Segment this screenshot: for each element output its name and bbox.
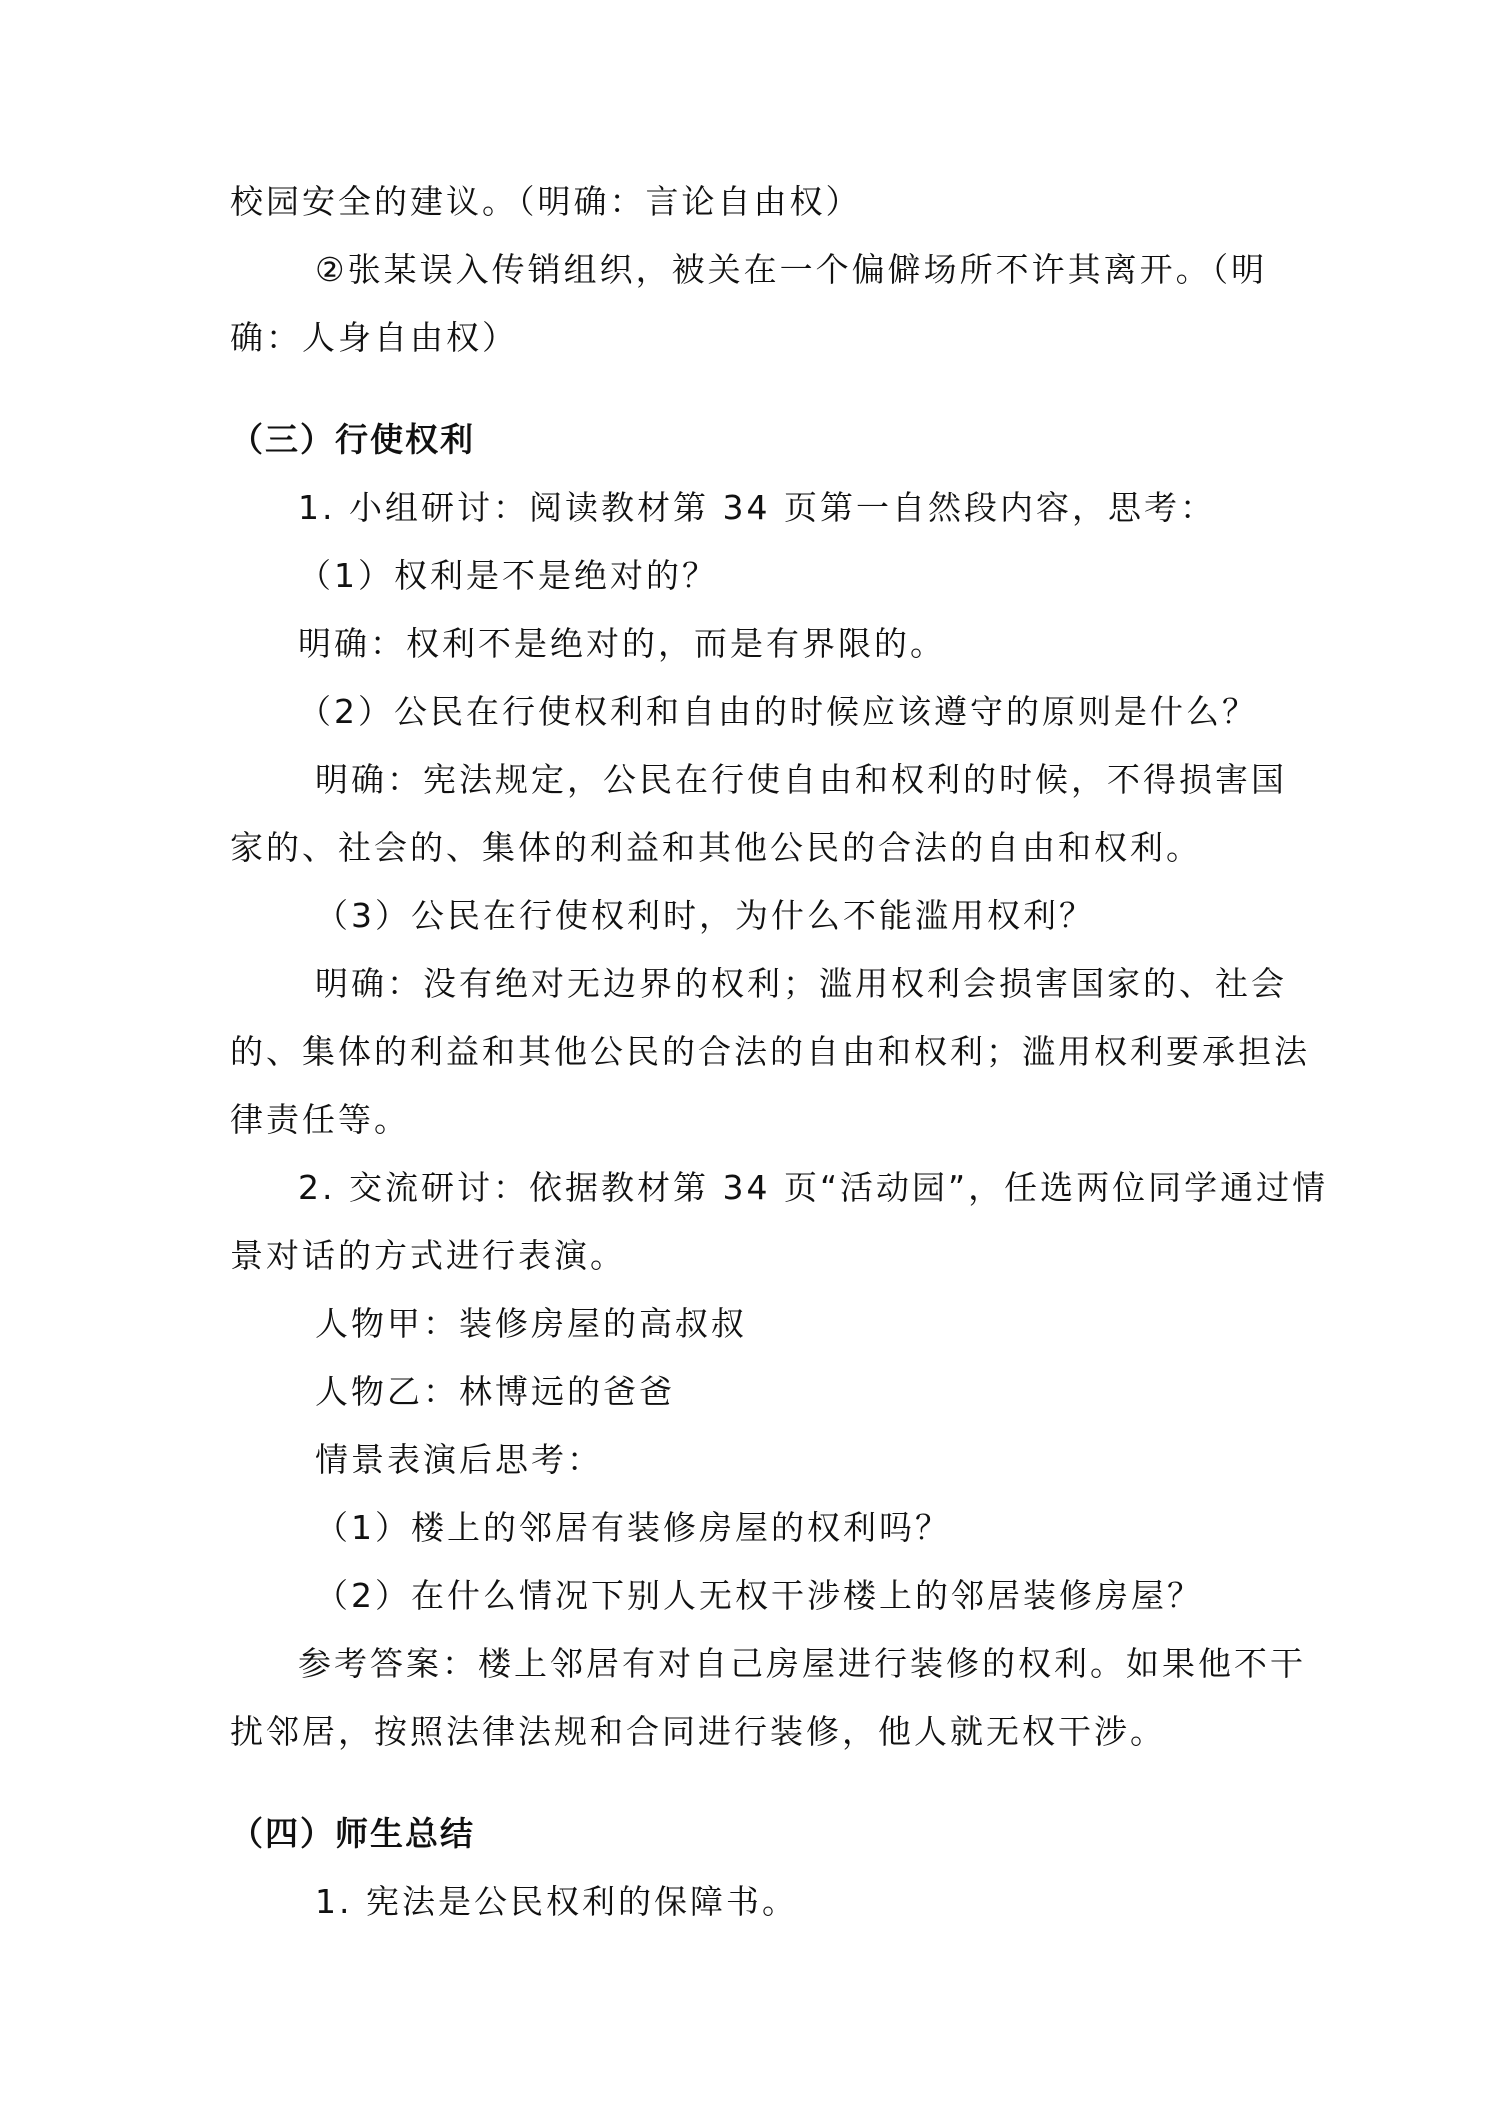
paragraph-line: 律责任等。 — [230, 1100, 410, 1139]
example-2-line: ②张某误入传销组织，被关在一个偏僻场所不许其离开。（明 — [315, 250, 1268, 289]
section-heading-3: （三）行使权利 — [230, 420, 475, 459]
task-2-line: 2. 交流研讨：依据教材第 34 页“活动园”，任选两位同学通过情 — [298, 1168, 1329, 1207]
reflection-question-2-line: （2）在什么情况下别人无权干涉楼上的邻居装修房屋？ — [315, 1576, 1203, 1615]
paragraph-line: 的、集体的利益和其他公民的合法的自由和权利；滥用权利要承担法 — [230, 1032, 1310, 1071]
summary-1-line: 1. 宪法是公民权利的保障书。 — [315, 1882, 798, 1921]
reflection-question-1-line: （1）楼上的邻居有装修房屋的权利吗？ — [315, 1508, 951, 1547]
reference-answer-line: 参考答案：楼上邻居有对自己房屋进行装修的权利。如果他不干 — [298, 1644, 1306, 1683]
paragraph-line: 校园安全的建议。（明确：言论自由权） — [230, 182, 862, 221]
paragraph-line: 确：人身自由权） — [230, 318, 518, 357]
character-b-line: 人物乙：林博远的爸爸 — [315, 1372, 675, 1411]
paragraph-line: 家的、社会的、集体的利益和其他公民的合法的自由和权利。 — [230, 828, 1202, 867]
question-1-line: （1）权利是不是绝对的？ — [298, 556, 718, 595]
paragraph-line: 扰邻居，按照法律法规和合同进行装修，他人就无权干涉。 — [230, 1712, 1166, 1751]
character-a-line: 人物甲：装修房屋的高叔叔 — [315, 1304, 747, 1343]
section-heading-4: （四）师生总结 — [230, 1814, 475, 1853]
task-1-line: 1. 小组研讨：阅读教材第 34 页第一自然段内容，思考： — [298, 488, 1216, 527]
paragraph-line: 景对话的方式进行表演。 — [230, 1236, 626, 1275]
reflection-prompt-line: 情景表演后思考： — [315, 1440, 603, 1479]
answer-1-line: 明确：权利不是绝对的，而是有界限的。 — [298, 624, 946, 663]
answer-2-line: 明确：宪法规定，公民在行使自由和权利的时候，不得损害国 — [315, 760, 1287, 799]
question-2-line: （2）公民在行使权利和自由的时候应该遵守的原则是什么？ — [298, 692, 1258, 731]
answer-3-line: 明确：没有绝对无边界的权利；滥用权利会损害国家的、社会 — [315, 964, 1287, 1003]
question-3-line: （3）公民在行使权利时，为什么不能滥用权利？ — [315, 896, 1095, 935]
